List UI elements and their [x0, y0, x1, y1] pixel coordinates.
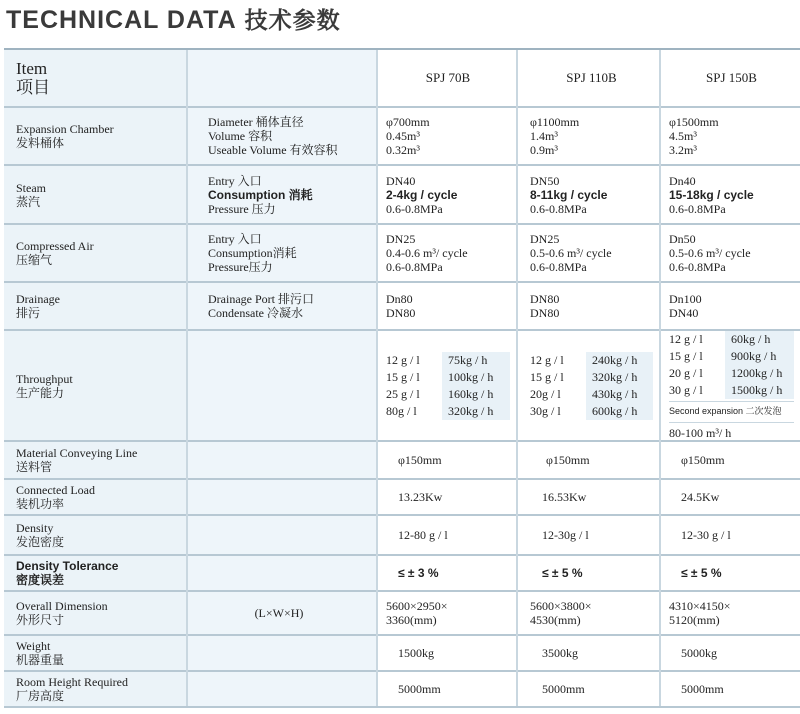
value: 15-18kg / cycle — [669, 187, 754, 202]
header-model-spj150b: SPJ 150B — [660, 49, 800, 107]
row-throughput — [4, 330, 800, 441]
row-params — [187, 441, 377, 479]
row-conveying-line — [4, 441, 800, 479]
rate-value: 160kg / h — [442, 386, 510, 403]
value-spj110b: ≤ ± 5 % — [517, 555, 660, 591]
value: 8-11kg / cycle — [530, 187, 608, 202]
value: 0.6-0.8MPa — [530, 201, 587, 216]
value-spj110b — [517, 282, 660, 330]
label-cn: 外形尺寸 — [16, 613, 65, 627]
value-spj150b — [660, 330, 800, 441]
label-cn: 装机功率 — [16, 497, 65, 511]
label-cn: 发料桶体 — [16, 136, 65, 150]
value-spj70b — [377, 165, 517, 224]
row-params — [187, 165, 377, 224]
value-spj70b — [377, 107, 517, 165]
row-density-tolerance — [4, 555, 800, 591]
label-en: Density Tolerance — [16, 559, 119, 573]
value: 4.5m³ — [669, 129, 697, 143]
row-label — [4, 107, 187, 165]
row-label — [4, 479, 187, 515]
value-spj150b: 5000mm — [660, 671, 800, 707]
value-spj110b: 12-30g / l — [517, 515, 660, 555]
rate-value: 1500kg / h — [725, 382, 794, 399]
value: DN80 — [386, 306, 416, 320]
value-spj150b — [660, 165, 800, 224]
value-spj150b: φ150mm — [660, 441, 800, 479]
value: 0.9m³ — [530, 143, 558, 157]
rate-value: 100kg / h — [442, 369, 510, 386]
value: 0.4-0.6 m³/ cycle — [386, 246, 468, 260]
density-value: 12 g / l — [386, 352, 420, 367]
value: 0.5-0.6 m³/ cycle — [530, 246, 612, 260]
row-params — [187, 330, 377, 441]
row-density — [4, 515, 800, 555]
rate-value: 60kg / h — [725, 331, 794, 348]
density-value: 12 g / l — [530, 352, 564, 367]
label-en: Weight — [16, 639, 51, 653]
value-spj70b: 1500kg — [377, 635, 517, 671]
density-value: 15 g / l — [669, 349, 703, 363]
value-spj150b — [660, 591, 800, 635]
value: Dn40 — [669, 173, 696, 188]
row-params — [187, 515, 377, 555]
row-params: (L×W×H) — [187, 591, 377, 635]
header-item-cell — [4, 49, 187, 107]
label-en: Density — [16, 521, 54, 535]
throughput-grid — [669, 331, 794, 399]
density-value: 30g / l — [530, 403, 561, 418]
value-spj110b: 16.53Kw — [517, 479, 660, 515]
value-spj150b — [660, 224, 800, 282]
value: φ1500mm — [669, 115, 719, 129]
value-spj150b: 12-30 g / l — [660, 515, 800, 555]
row-params — [187, 635, 377, 671]
value: 4310×4150× — [669, 599, 731, 613]
value-spj70b: 13.23Kw — [377, 479, 517, 515]
density-value: 80g / l — [386, 403, 417, 418]
label-en: Room Height Required — [16, 675, 128, 689]
value: Dn100 — [669, 292, 702, 306]
row-params — [187, 555, 377, 591]
rate-value: 75kg / h — [442, 352, 510, 369]
value-spj70b: ≤ ± 3 % — [377, 555, 517, 591]
value: DN80 — [530, 306, 560, 320]
header-item-cn: 项目 — [16, 78, 50, 97]
label-en: Steam — [16, 180, 46, 195]
row-params — [187, 224, 377, 282]
value: 0.32m³ — [386, 143, 420, 157]
technical-data-table — [4, 48, 800, 708]
title-en: TECHNICAL DATA — [6, 6, 237, 34]
header-item-en: Item — [16, 59, 48, 78]
param: Entry 入口 — [208, 173, 262, 188]
rate-value: 430kg / h — [586, 386, 653, 403]
value: 5120(mm) — [669, 613, 720, 627]
value-spj110b — [517, 107, 660, 165]
value-spj150b — [660, 107, 800, 165]
value: 0.6-0.8MPa — [669, 201, 726, 216]
value-spj110b — [517, 330, 660, 441]
second-expansion-value: 80-100 m³/ h — [669, 422, 794, 440]
row-steam — [4, 165, 800, 224]
row-room-height — [4, 671, 800, 707]
label-cn: 密度误差 — [16, 573, 65, 587]
value: 0.45m³ — [386, 129, 420, 143]
param: Drainage Port 排污口 — [208, 292, 314, 306]
param: Pressure 压力 — [208, 201, 276, 216]
row-overall-dimension — [4, 591, 800, 635]
row-label — [4, 555, 187, 591]
page-title — [6, 2, 341, 38]
value-spj150b: 5000kg — [660, 635, 800, 671]
param: Useable Volume 有效容积 — [208, 143, 338, 157]
value: 5600×2950× — [386, 599, 448, 613]
row-params — [187, 107, 377, 165]
label-cn: 压缩气 — [16, 253, 53, 267]
value: DN25 — [386, 232, 416, 246]
row-drainage — [4, 282, 800, 330]
label-en: Compressed Air — [16, 239, 94, 253]
row-connected-load — [4, 479, 800, 515]
value: DN40 — [669, 306, 699, 320]
header-model-spj110b: SPJ 110B — [517, 49, 660, 107]
value-spj70b — [377, 591, 517, 635]
throughput-grid — [386, 352, 510, 420]
value: 4530(mm) — [530, 613, 581, 627]
rate-value: 600kg / h — [586, 403, 653, 420]
value-spj70b — [377, 330, 517, 441]
value: DN40 — [386, 173, 416, 188]
row-label — [4, 441, 187, 479]
value: 3.2m³ — [669, 143, 697, 157]
value-spj70b: 12-80 g / l — [377, 515, 517, 555]
label-cn: 发泡密度 — [16, 535, 65, 549]
value-spj110b: 3500kg — [517, 635, 660, 671]
density-value: 15 g / l — [530, 369, 564, 384]
value-spj110b: 5000mm — [517, 671, 660, 707]
value: Dn80 — [386, 292, 413, 306]
value-spj150b: ≤ ± 5 % — [660, 555, 800, 591]
label-en: Overall Dimension — [16, 599, 108, 613]
row-weight — [4, 635, 800, 671]
label-cn: 送料管 — [16, 460, 53, 474]
label-cn: 厂房高度 — [16, 689, 65, 703]
value-spj70b: 5000mm — [377, 671, 517, 707]
value: Dn50 — [669, 232, 696, 246]
row-label — [4, 591, 187, 635]
value: 2-4kg / cycle — [386, 187, 458, 202]
header-model-spj70b: SPJ 70B — [377, 49, 517, 107]
value: 0.6-0.8MPa — [386, 201, 443, 216]
value-spj110b: φ150mm — [517, 441, 660, 479]
row-label — [4, 515, 187, 555]
density-value: 20g / l — [530, 386, 561, 401]
density-value: 20 g / l — [669, 366, 703, 380]
row-params — [187, 479, 377, 515]
value: 0.5-0.6 m³/ cycle — [669, 246, 751, 260]
value-spj70b: φ150mm — [377, 441, 517, 479]
row-params — [187, 671, 377, 707]
label-en: Connected Load — [16, 483, 95, 497]
value: φ700mm — [386, 115, 430, 129]
label-en: Material Conveying Line — [16, 446, 138, 460]
param: Consumption消耗 — [208, 246, 297, 260]
row-label — [4, 224, 187, 282]
second-expansion-note: Second expansion 二次发泡 — [669, 401, 794, 420]
row-label — [4, 282, 187, 330]
rate-value: 320kg / h — [442, 403, 510, 420]
value-spj70b — [377, 224, 517, 282]
value: DN50 — [530, 173, 560, 188]
label-cn: 排污 — [16, 306, 41, 320]
row-expansion-chamber — [4, 107, 800, 165]
label-en: Drainage — [16, 292, 60, 306]
density-value: 25 g / l — [386, 386, 420, 401]
value-spj70b — [377, 282, 517, 330]
rate-value: 900kg / h — [725, 348, 794, 365]
header-param-cell — [187, 49, 377, 107]
label-cn: 机器重量 — [16, 653, 65, 667]
density-value: 12 g / l — [669, 332, 703, 346]
row-label — [4, 635, 187, 671]
value: DN80 — [530, 292, 560, 306]
density-value: 15 g / l — [386, 369, 420, 384]
title-cn: 技术参数 — [244, 7, 341, 33]
param: Consumption 消耗 — [208, 187, 313, 202]
row-compressed-air — [4, 224, 800, 282]
rate-value: 1200kg / h — [725, 365, 794, 382]
row-params — [187, 282, 377, 330]
value-spj150b: 24.5Kw — [660, 479, 800, 515]
density-value: 30 g / l — [669, 383, 703, 397]
rate-value: 240kg / h — [586, 352, 653, 369]
label-en: Throughput — [16, 371, 73, 386]
value: φ1100mm — [530, 115, 580, 129]
param: Entry 入口 — [208, 232, 262, 246]
row-label — [4, 330, 187, 441]
param: Diameter 桶体直径 — [208, 115, 304, 129]
value: 5600×3800× — [530, 599, 592, 613]
label-en: Expansion Chamber — [16, 122, 114, 136]
header-row — [4, 49, 800, 107]
row-label — [4, 671, 187, 707]
label-cn: 生产能力 — [16, 385, 65, 400]
value: 1.4m³ — [530, 129, 558, 143]
value-spj110b — [517, 591, 660, 635]
throughput-grid — [530, 352, 653, 420]
row-label — [4, 165, 187, 224]
value: DN25 — [530, 232, 560, 246]
value-spj110b — [517, 224, 660, 282]
rate-value: 320kg / h — [586, 369, 653, 386]
param: Condensate 冷凝水 — [208, 306, 303, 320]
value: 0.6-0.8MPa — [669, 260, 726, 274]
param: Volume 容积 — [208, 129, 273, 143]
value-spj150b — [660, 282, 800, 330]
param: Pressure压力 — [208, 260, 273, 274]
value: 0.6-0.8MPa — [530, 260, 587, 274]
label-cn: 蒸汽 — [16, 194, 41, 209]
value-spj110b — [517, 165, 660, 224]
value: 0.6-0.8MPa — [386, 260, 443, 274]
value: 3360(mm) — [386, 613, 437, 627]
